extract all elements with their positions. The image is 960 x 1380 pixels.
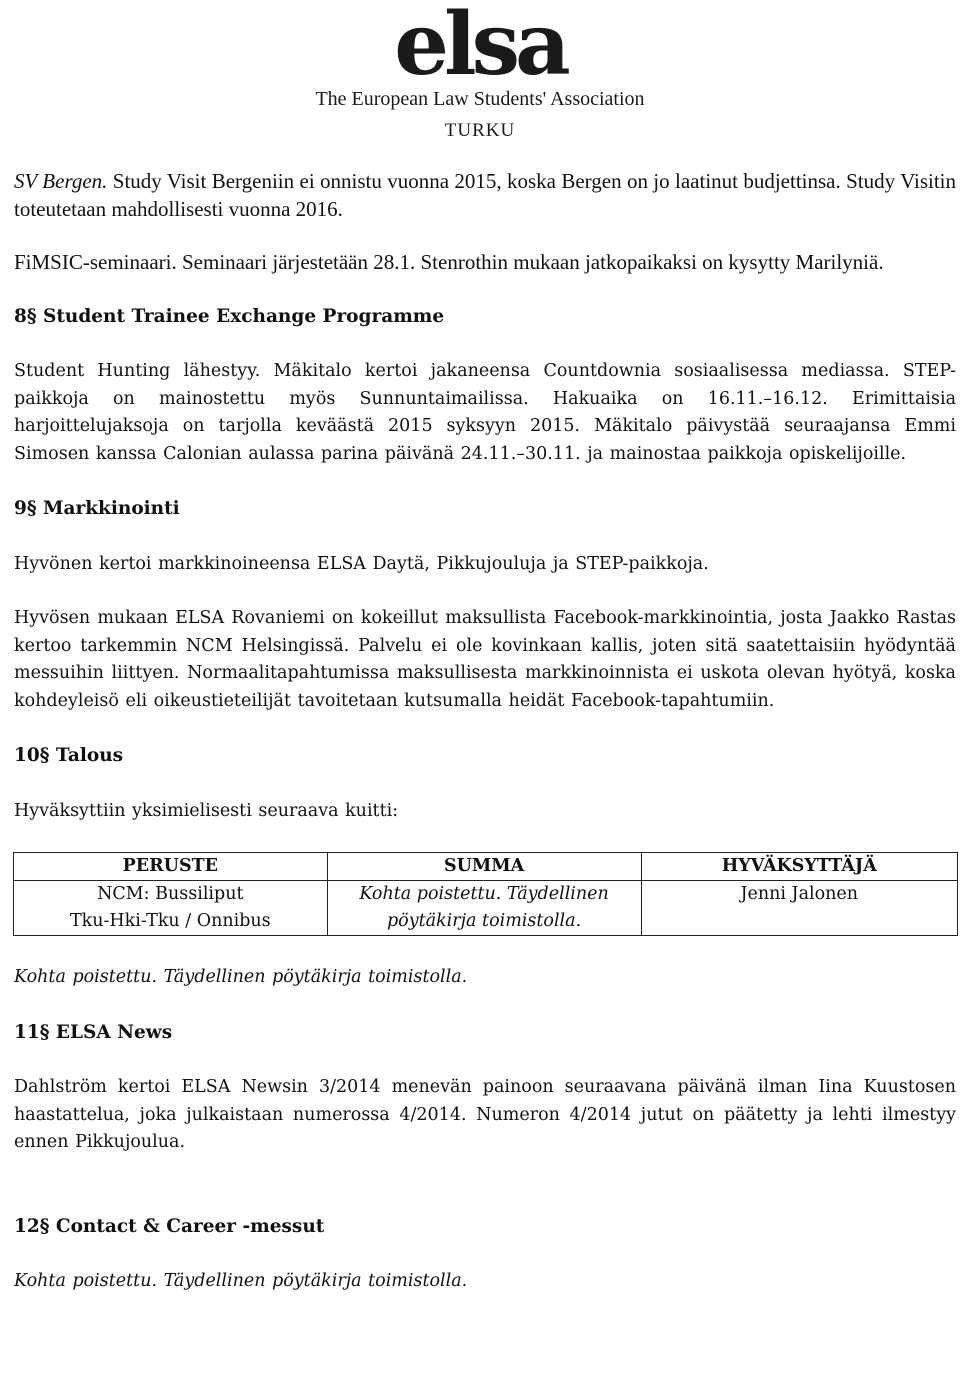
summa-line-2: pöytäkirja toimistolla. xyxy=(386,911,582,931)
logo-association-name: The European Law Students' Association xyxy=(315,88,645,110)
minutes-body xyxy=(14,168,956,1323)
receipt-header-hyvaksyttaja: HYVÄKSYTTÄJÄ xyxy=(641,853,957,881)
summa-line-1: Kohta poistettu. Täydellinen xyxy=(359,884,609,904)
receipt-cell-peruste xyxy=(14,881,328,936)
section-10-removed-note: Kohta poistettu. Täydellinen pöytäkirja toimistolla. xyxy=(14,967,468,987)
section-10-heading: 10§ Talous xyxy=(14,745,124,766)
section-9-heading: 9§ Markkinointi xyxy=(14,498,180,519)
logo-wordmark: elsa xyxy=(394,0,566,95)
table-row xyxy=(14,881,958,936)
peruste-line-2: Tku-Hki-Tku / Onnibus xyxy=(69,911,271,931)
section-11-heading: 11§ ELSA News xyxy=(14,1021,173,1043)
elsa-logo xyxy=(0,0,960,150)
receipt-cell-hyvaksyttaja: Jenni Jalonen xyxy=(641,881,957,936)
section-8-paragraph: Student Hunting lähestyy. Mäkitalo kertoi jakaneensa Countdownia sosiaalisessa mediassa. STEP-paikkoja on mainostettu myös Sunnuntaimailissa. Hakuaika on 16.11.–16.12. Erimittaisia harjoittelujaksoja on tarjolla keväästä 2015 syksyyn 2015. Mäkitalo päivystää seuraajansa Emmi Simosen kanssa Calonian aulassa parina päivänä 24.11.–30.11. ja mainostaa paikkoja opiskelijoille. xyxy=(14,361,956,464)
logo-city: TURKU xyxy=(444,120,516,141)
sv-bergen-paragraph xyxy=(14,168,956,223)
receipt-header-summa: SUMMA xyxy=(327,853,641,881)
sv-bergen-text: Study Visit Bergeniin ei onnistu vuonna 2015, koska Bergen on jo laatinut budjettinsa. Study Visitin toteutetaan mahdollisesti vuonna 2016. xyxy=(14,169,957,221)
section-9-paragraph-1: Hyvönen kertoi markkinoineensa ELSA Daytä, Pikkujouluja ja STEP-paikkoja. xyxy=(14,553,709,574)
section-9-paragraph-2: Hyvösen mukaan ELSA Rovaniemi on kokeillut maksullista Facebook-markkinointia, josta Jaakko Rastas kertoo tarkemmin NCM Helsingissä. Palvelu ei ole kovinkaan kallis, joten sitä saatettaisiin hyödyntää messuihin liittyen. Normaalitapahtumissa maksullisesta markkinoinnista ei uskota olevan hyötyä, koska kohdeyleisö eli oikeustieteilijät tavoitetaan kutsumalla heidät Facebook-tapahtumiin. xyxy=(14,608,956,711)
section-8-heading: 8§ Student Trainee Exchange Programme xyxy=(14,305,445,327)
peruste-line-1: NCM: Bussiliput xyxy=(97,884,244,904)
receipt-table xyxy=(13,852,958,936)
receipt-table-header-row xyxy=(14,853,958,881)
fimsic-paragraph: FiMSIC-seminaari. Seminaari järjestetään 28.1. Stenrothin mukaan jatkopaikaksi on kysytty Marilyniä. xyxy=(14,250,884,274)
section-12-heading: 12§ Contact & Career -messut xyxy=(14,1215,325,1237)
section-11-paragraph: Dahlström kertoi ELSA Newsin 3/2014 menevän painoon seuraavana päivänä ilman Iina Kuustosen haastattelua, joka julkaistaan numerossa 4/2014. Numeron 4/2014 jutut on päätetty ja lehti ilmestyy ennen Pikkujoulua. xyxy=(14,1077,956,1152)
section-10-paragraph: Hyväksyttiin yksimielisesti seuraava kuitti: xyxy=(14,800,399,821)
section-12-removed-note: Kohta poistettu. Täydellinen pöytäkirja toimistolla. xyxy=(14,1271,468,1291)
sv-bergen-lead: SV Bergen. xyxy=(14,169,108,193)
receipt-cell-summa xyxy=(327,881,641,936)
receipt-header-peruste: PERUSTE xyxy=(14,853,328,881)
